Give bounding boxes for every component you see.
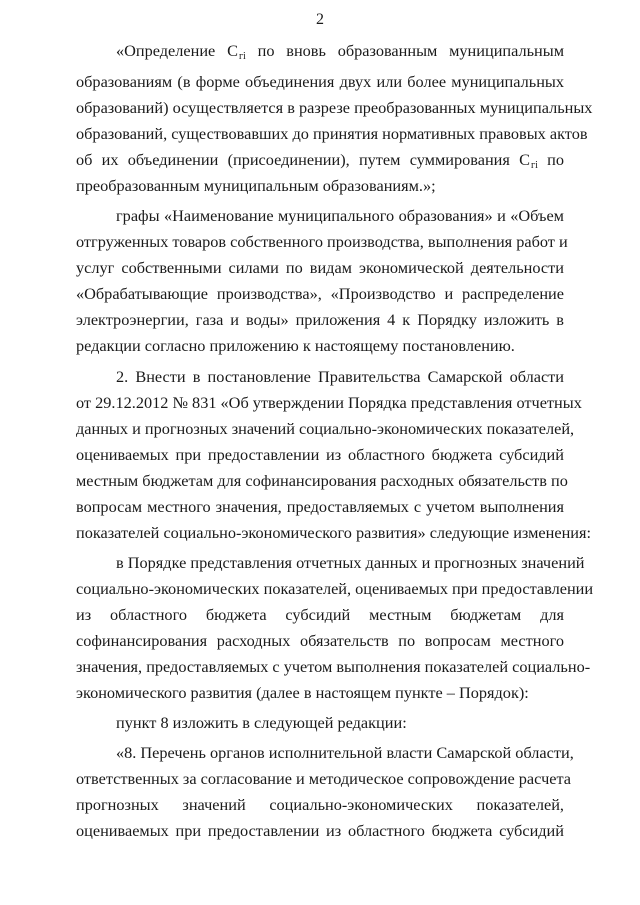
text-line: отгруженных товаров собственного производства, выполнения работ и (76, 232, 568, 251)
text-line: образований) осуществляется в разрезе преобразованных муниципальных (76, 98, 593, 117)
text-line: пункт 8 изложить в следующей редакции: (116, 713, 407, 732)
page-number: 2 (316, 11, 324, 28)
text-line: ответственных за согласование и методическое сопровождение расчета (76, 769, 572, 788)
text-line: вопросам местного значения, предоставляемых с учетом выполнения (76, 497, 564, 516)
text-line: значения, предоставляемых с учетом выполнения показателей социально- (76, 657, 591, 676)
text-line: «8. Перечень органов исполнительной власти Самарской области, (116, 743, 574, 762)
text-line: образованиям (в форме объединения двух или более муниципальных (76, 72, 564, 91)
text-line: показателей социально-экономического развития» следующие изменения: (76, 523, 592, 542)
text-line: прогнозных значений социально-экономических показателей, (76, 795, 564, 814)
text-line: из областного бюджета субсидий местным бюджетам для (76, 605, 564, 624)
text-line: оцениваемых при предоставлении из областного бюджета субсидий (76, 821, 564, 840)
text-line: в Порядке представления отчетных данных и прогнозных значений (116, 553, 585, 572)
text-line: услуг собственными силами по видам экономической деятельности (76, 258, 564, 277)
text-line: оцениваемых при предоставлении из областного бюджета субсидий (76, 445, 564, 464)
text-line: данных и прогнозных значений социально-экономических показателей, (76, 419, 575, 438)
text-line: социально-экономических показателей, оцениваемых при предоставлении (76, 579, 594, 598)
text-line: электроэнергии, газа и воды» приложения 4 к Порядку изложить в (76, 310, 564, 329)
text-line: экономического развития (далее в настоящем пункте – Порядок): (76, 683, 529, 702)
text-line: преобразованным муниципальным образованиям.»; (76, 176, 436, 195)
text-line: местным бюджетам для софинансирования расходных обязательств по (76, 471, 568, 490)
text-line: 2. Внести в постановление Правительства Самарской области (116, 367, 564, 386)
text-line: от 29.12.2012 № 831 «Об утверждении Порядка представления отчетных (76, 393, 582, 412)
text-line: софинансирования расходных обязательств по вопросам местного (76, 631, 564, 650)
text-line: об их объединении (присоединении), путем суммирования Сгi по (76, 150, 564, 171)
text-line: «Обрабатывающие производства», «Производство и распределение (76, 284, 564, 303)
text-line: графы «Наименование муниципального образования» и «Объем (116, 206, 564, 225)
text-line: образований, существовавших до принятия нормативных правовых актов (76, 124, 588, 143)
text-line: редакции согласно приложению к настоящему постановлению. (76, 336, 515, 355)
text-line: «Определение Сгi по вновь образованным муниципальным (116, 41, 564, 62)
